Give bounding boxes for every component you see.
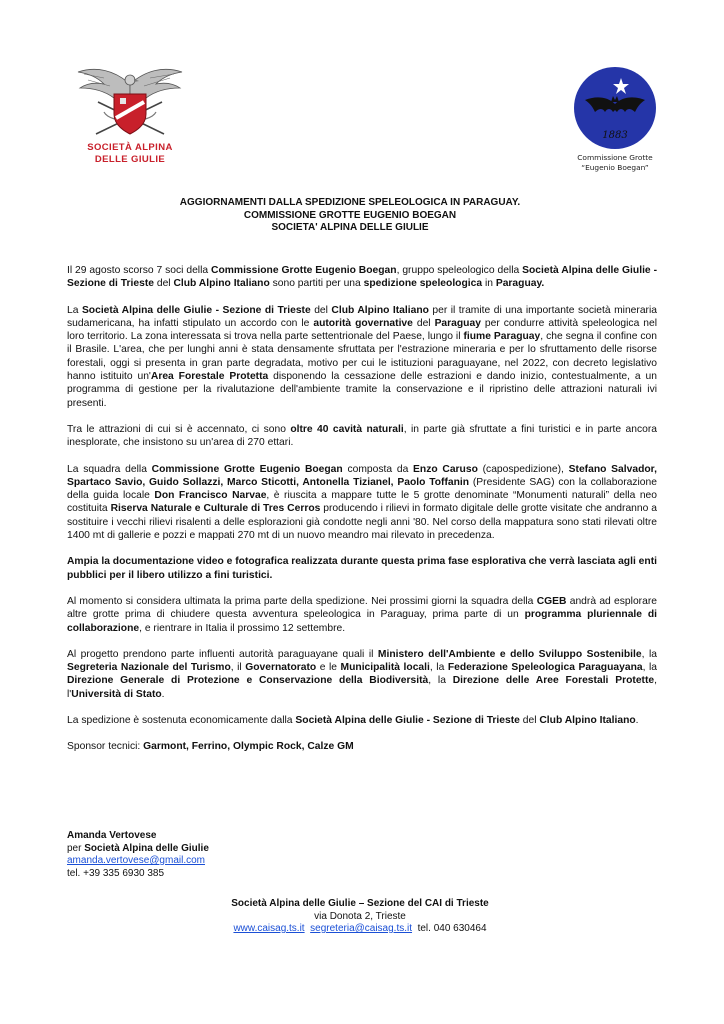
- paragraph-5: Ampia la documentazione video e fotografica realizzata durante questa prima fase esplorativa che verrà lasciata agli enti pubblici per il libero utilizzo a fini turistici.: [67, 556, 657, 581]
- text-span: , la: [429, 662, 448, 674]
- bold-span: Società Alpina delle Giulie - Sezione di Trieste: [81, 304, 311, 316]
- footer-email-link[interactable]: segreteria@caisag.ts.it: [310, 923, 413, 934]
- signer-name: Amanda Vertovese: [67, 830, 157, 841]
- bold-span: Società Alpina delle Giulie - Sezione di Trieste: [67, 265, 657, 290]
- bold-span: Società Alpina delle Giulie - Sezione di Trieste: [295, 715, 520, 727]
- bold-span: Segreteria Nazionale del Turismo: [67, 662, 231, 674]
- eagle-crest-icon: [74, 62, 186, 140]
- text-span: , l': [67, 675, 658, 700]
- bold-span: Garmont, Ferrino, Olympic Rock, Calze GM: [143, 741, 354, 753]
- text-span: per il tramite di una importante società mineraria sudamericana, ha infatti stipulato un accordo con le: [67, 304, 658, 329]
- bold-span: oltre 40 cavità naturali: [290, 423, 404, 435]
- text-span: , la: [428, 675, 453, 687]
- text-span: del: [153, 278, 174, 290]
- signer-org-prefix: per: [67, 842, 85, 854]
- bold-span: fiume Paraguay: [463, 331, 541, 343]
- paragraph-8: [67, 714, 657, 727]
- footer-website-link[interactable]: www.caisag.ts.it: [233, 923, 305, 934]
- page-footer: [150, 898, 570, 936]
- bold-span: Università di Stato: [71, 688, 162, 700]
- signature-block: [67, 830, 209, 880]
- text-span: andrà ad esplorare altre grotte prima di chiudere questa avventura speleologica in Paraguay, prima parte di un: [67, 595, 657, 621]
- text-span: , la: [642, 662, 657, 674]
- text-span: Il 29 agosto scorso 7 soci della: [67, 265, 212, 276]
- paragraph-2: [67, 304, 657, 410]
- bold-span: autorità governative: [313, 317, 413, 329]
- caption-line-2: “Eugenio Boegan”: [581, 162, 649, 172]
- text-span: .: [635, 715, 639, 727]
- cgeb-caption: [560, 153, 670, 172]
- text-span: del: [519, 715, 540, 727]
- bold-span: Ministero dell'Ambiente e dello Sviluppo Sostenibile: [377, 648, 642, 660]
- text-span: , e rientrare in Italia il prossimo 12 settembre.: [139, 622, 346, 634]
- text-span: Al momento si considera ultimata la prima parte della spedizione. Nei prossimi giorni la squadra della: [67, 595, 537, 607]
- document-title: [100, 197, 600, 235]
- bold-span: Don Francisco Narvae: [154, 490, 267, 502]
- footer-address: via Donota 2, Trieste: [314, 910, 406, 922]
- bold-span: Direzione delle Aree Forestali Protette: [452, 675, 655, 687]
- bold-span: Direzione Generale di Protezione e Conservazione della Biodiversità: [67, 675, 429, 687]
- text-span: , gruppo speleologico della: [396, 265, 523, 276]
- document-body: [67, 264, 657, 767]
- text-span: del: [310, 304, 332, 316]
- signer-phone: tel. +39 335 6930 385: [67, 867, 165, 879]
- bold-span: Club Alpino Italiano: [173, 278, 270, 290]
- paragraph-3: [67, 423, 657, 450]
- text-span: per condurre attività speleologica nel loro territorio. La zona interessata si trova nella parte settentrionale del Paese, lungo il: [67, 317, 658, 343]
- cgeb-logo: [560, 66, 670, 172]
- text-span: composta da: [342, 463, 414, 475]
- paragraph-7: [67, 648, 657, 701]
- title-line-2: COMMISSIONE GROTTE EUGENIO BOEGAN: [243, 209, 457, 221]
- brand-line-2: DELLE GIULIE: [94, 154, 166, 165]
- text-span: , in parte già sfruttate a fini turistici e in parte ancora inesplorate, che insistono su un'area di 270 ettari.: [67, 423, 657, 449]
- bold-span: Paraguay.: [495, 278, 545, 290]
- bold-span: Commissione Grotte Eugenio Boegan: [211, 265, 397, 276]
- text-span: (capospedizione),: [477, 463, 569, 475]
- bold-span: Municipalità locali: [340, 662, 430, 674]
- title-line-1: AGGIORNAMENTI DALLA SPEDIZIONE SPELEOLOGICA IN PARAGUAY.: [179, 197, 521, 208]
- paragraph-1: [67, 264, 657, 291]
- bold-span: Federazione Speleologica Paraguayana: [447, 662, 643, 674]
- text-span: e le: [316, 662, 341, 674]
- footer-phone: tel. 040 630464: [417, 923, 487, 934]
- text-span: producendo i rilievi in formato digitale delle grotte visitate che andranno a sostituire i vecchi rilievi risalenti a delle esplorazioni già condotte negli anni '80. Nel corso della mappatura sono stati rilevati oltre 1400 mt di gallerie e pozzi e mappati 270 mt di un nuovo meandro mai rilevato in precedenza.: [67, 503, 658, 542]
- sag-logo: [70, 62, 190, 166]
- paragraph-6: [67, 595, 657, 635]
- text-span: , è riuscita a mappare tutte le 5 grotte denominate “Monumenti naturali” della neo costituita: [67, 490, 658, 515]
- text-span: , la: [641, 648, 657, 660]
- footer-org: Società Alpina delle Giulie – Sezione del CAI di Trieste: [231, 898, 489, 909]
- logo-year: 1883: [602, 130, 628, 141]
- text-span: del: [412, 317, 435, 329]
- text-span: Sponsor tecnici:: [67, 741, 144, 753]
- text-span: sono partiti per una: [269, 278, 364, 290]
- bold-span: spedizione speleologica: [363, 278, 483, 290]
- text-span: La: [67, 304, 82, 316]
- signer-email-link[interactable]: amanda.vertovese@gmail.com: [67, 855, 205, 866]
- text-span: Al progetto prendono parte influenti autorità paraguayane quali il: [67, 648, 378, 660]
- text-span: , che segna il confine con il Brasile. L'area, che per lunghi anni è stata densamente sfruttata per l'estrazione mineraria e per lo sfruttamento delle risorse forestali, oggi si presenta in gran parte degradata, motivo per cui le istituzioni paraguayane, nel 2022, con decreto legislativo hanno istituito un': [67, 331, 658, 383]
- bold-span: Area Forestale Protetta: [150, 371, 269, 383]
- sag-brand-name: [70, 142, 190, 166]
- bold-span: Riserva Naturale e Culturale di Tres Cerros: [110, 503, 321, 515]
- bat-star-emblem-icon: [573, 66, 657, 150]
- text-span: .: [161, 688, 165, 700]
- bold-span: Governatorato: [245, 662, 317, 674]
- text-span: , il: [230, 662, 246, 674]
- brand-line-1: SOCIETÀ ALPINA: [87, 142, 173, 153]
- paragraph-9: [67, 740, 657, 753]
- title-line-3: SOCIETA' ALPINA DELLE GIULIE: [271, 222, 429, 233]
- text-span: disponendo la cessazione delle estrazioni e dando inizio, contestualmente, a un programma di gestione per la rivalutazione dell'ambiente tramite la conservazione e il ripristino delle attrazioni naturali ivi presenti.: [67, 371, 657, 409]
- bold-span: programma pluriennale di collaborazione: [67, 609, 657, 634]
- bold-span: CGEB: [536, 595, 567, 607]
- text-span: in: [482, 278, 496, 290]
- text-span: Tra le attrazioni di cui si è accennato, ci sono: [67, 423, 291, 435]
- caption-line-1: Commissione Grotte: [577, 153, 653, 162]
- signer-org: Società Alpina delle Giulie: [84, 842, 209, 854]
- paragraph-4: [67, 463, 657, 543]
- bold-span: Enzo Caruso: [413, 463, 478, 475]
- bold-span: Club Alpino Italiano: [539, 715, 636, 727]
- text-span: (Presidente SAG) con la collaborazione della guida locale: [67, 476, 657, 502]
- bold-span: Commissione Grotte Eugenio Boegan: [151, 463, 343, 475]
- text-span: La spedizione è sostenuta economicamente dalla: [67, 715, 296, 727]
- bold-span: Club Alpino Italiano: [331, 304, 429, 316]
- bold-span: Stefano Salvador, Spartaco Savio, Guido Sollazzi, Marco Sticotti, Antonella Tizianel, Paolo Toffanin: [67, 463, 657, 488]
- text-span: La squadra della: [67, 463, 152, 475]
- bold-span: Paraguay: [434, 317, 481, 329]
